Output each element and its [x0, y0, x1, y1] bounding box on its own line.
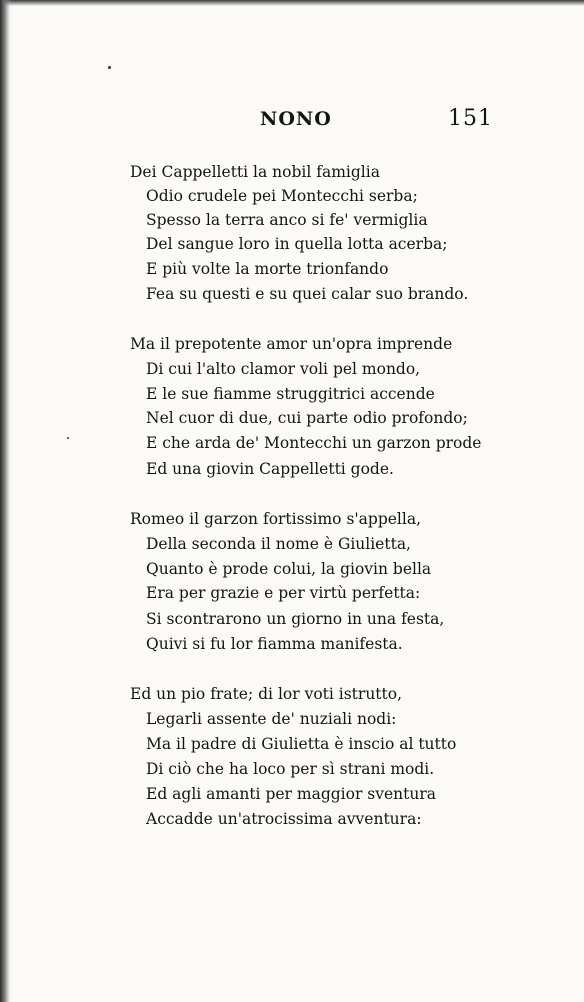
verse-line: Quanto è prode colui, la giovin bella [146, 560, 432, 578]
verse-line: Spesso la terra anco si fe' vermiglia [146, 211, 428, 229]
running-head: NONO [260, 108, 332, 130]
verse-line: Accadde un'atrocissima avventura: [146, 810, 422, 828]
verse-line: Dei Cappelletti la nobil famiglia [130, 163, 380, 181]
verse-line: Ma il padre di Giulietta è inscio al tutto [146, 735, 457, 753]
verse-line: Romeo il garzon fortissimo s'appella, [130, 510, 421, 528]
verse-line: Si scontrarono un giorno in una festa, [146, 610, 445, 628]
verse-line: Era per grazie e per virtù perfetta: [146, 584, 421, 602]
verse-line: E le sue fiamme struggitrici accende [146, 385, 435, 403]
verse-line: Nel cuor di due, cui parte odio profondo; [146, 409, 468, 427]
verse-line: Ed una giovin Cappelletti gode. [146, 460, 394, 478]
verse-line: Quivi si fu lor fiamma manifesta. [146, 635, 403, 653]
ink-speck [67, 437, 69, 439]
verse-line: Ed agli amanti per maggior sventura [146, 785, 437, 803]
verse-line: Fea su questi e su quei calar suo brando. [146, 285, 469, 303]
verse-line: Ma il prepotente amor un'opra imprende [130, 335, 453, 353]
verse-line: Odio crudele pei Montecchi serba; [146, 187, 418, 205]
page-top-shadow [0, 0, 584, 6]
verse-line: Della seconda il nome è Giulietta, [146, 535, 411, 553]
verse-line: Del sangue loro in quella lotta acerba; [146, 235, 448, 253]
page-header [0, 108, 584, 138]
verse-line: Ed un pio frate; di lor voti istrutto, [130, 685, 403, 703]
verse-line: Di ciò che ha loco per sì strani modi. [146, 760, 435, 778]
verse-line: Di cui l'alto clamor voli pel mondo, [146, 360, 421, 378]
verse-line: E più volte la morte trionfando [146, 260, 389, 278]
page-binding-shadow [0, 0, 12, 1002]
page-number: 151 [448, 106, 493, 131]
verse-line: E che arda de' Montecchi un garzon prode [146, 434, 482, 452]
ink-speck [108, 66, 111, 69]
verse-line: Legarli assente de' nuziali nodi: [146, 710, 397, 728]
